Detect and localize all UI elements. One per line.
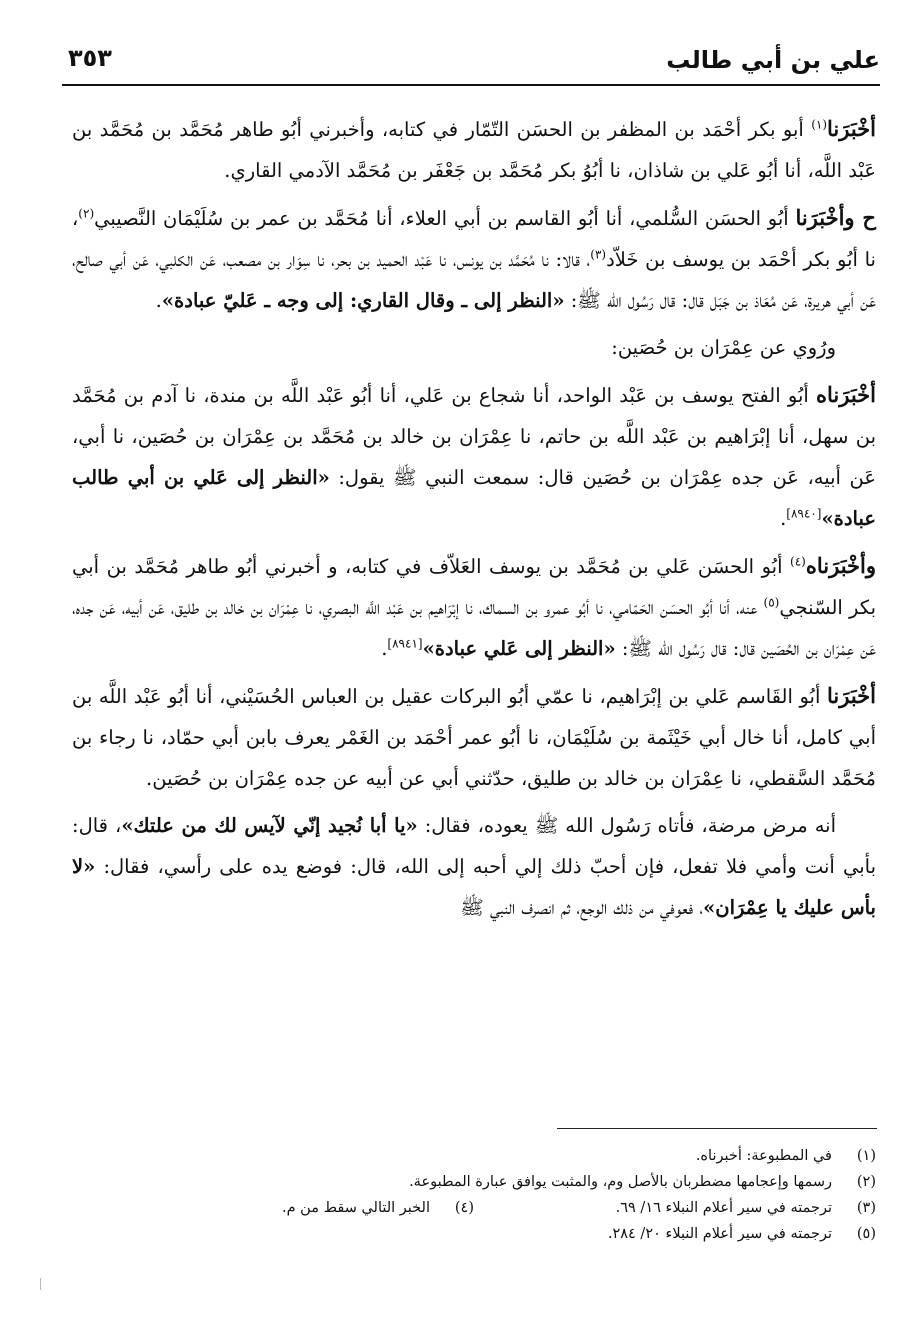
hadith-quote: «النظر إلى عَلي عبادة» xyxy=(422,637,616,660)
paragraph-text: ، نا أبُو بكر أحْمَد بن يوسف بن خَلاّد xyxy=(72,207,876,271)
paragraph-text: ، قال: بأبي أنت وأمي فلا تفعل، فإن أحبّ ذلك إلي أحبه إلى الله، قال: فوضع يده على رأسي، فقال: xyxy=(72,814,876,878)
paragraph-text: أبو بكر أحْمَد بن المظفر بن الحسَن التّمّار في كتابه، وأخبرني أبُو طاهر مُحَمَّد بن مُحَمَّد بن عَبْد اللَّه، أنا أبُو عَلي بن شاذان، نا أبُوُ بكر مُحَمَّد بن جَعْفَر بن مُحَمَّد الآدمي القاري. xyxy=(72,118,876,182)
footnote-number: (١) xyxy=(856,1148,876,1164)
hadith-quote: «النظر إلى ـ وقال القاري: إلى وجه ـ عَليّ عبادة» xyxy=(161,289,565,312)
page-number: ٣٥٣ xyxy=(68,44,112,72)
main-text xyxy=(72,108,876,934)
lead-word: أخْبَرَنا xyxy=(827,116,876,141)
paragraph-4 xyxy=(72,374,876,539)
footnote-text: ترجمته في سير أعلام النبلاء ١٦/ ٦٩. xyxy=(615,1200,832,1216)
footnote-number: (٣) xyxy=(856,1200,876,1216)
paragraph-text: أبُو الفتح يوسف بن عَبْد الواحد، أنا شجاع بن عَلي، أنا أبُو عَبْد اللَّه بن مندة، نا آدم بن مُحَمَّد بن سهل، أنا إبْرَاهيم بن عَبْد اللَّه بن حاتم، نا عِمْرَان بن خالد بن مُحَمَّد بن عِمْرَان بن حُصَين، نا أبي، عَن أبيه، عَن جده عِمْرَان بن حُصَين قال: سمعت النبي ﷺ يقول: xyxy=(72,384,876,489)
paragraph-text: ورُوي عن عِمْرَان بن حُصَين: xyxy=(611,336,836,359)
footnote-ref: (٥) xyxy=(763,595,780,610)
footnote-item xyxy=(72,1195,474,1221)
footnote-ref: (١) xyxy=(811,117,828,132)
paragraph-text: ، قالا: نا مُحَمَّد بن يونس، نا عَبْد الحميد بن بحر، نا سِوَار بن مصعب، عَن الكلبي، عَن أبي صالح، عَن أبي هريرة، عَن مُعَاذ بن جَبَل قال: قال رَسُول الله ﷺ: xyxy=(72,248,876,312)
footnote-text: الخبر التالي سقط من م. xyxy=(281,1200,430,1216)
paragraph-1 xyxy=(72,108,876,191)
paragraph-2 xyxy=(72,197,876,321)
paragraph-7 xyxy=(72,805,876,928)
footnote-ref: (٢) xyxy=(78,206,95,221)
footnote-separator xyxy=(557,1128,877,1129)
hadith-quote: «يا أبا نُجيد إنّي لآيس لك من علتك» xyxy=(121,814,418,837)
footnote-number: (٢) xyxy=(856,1174,876,1190)
footnote-item xyxy=(474,1195,876,1221)
lead-word: ح وأخْبَرَنا xyxy=(795,205,876,230)
footnote-text: في المطبوعة: أخبرناه. xyxy=(695,1148,832,1164)
paragraph-tail: . xyxy=(381,637,388,660)
paragraph-text: أنه مرض مرضة، فأتاه رَسُول الله ﷺ يعوده، فقال: xyxy=(417,814,837,837)
running-header xyxy=(62,40,880,86)
footnote-item xyxy=(72,1221,876,1247)
paragraph-tail: . xyxy=(155,289,162,312)
paragraph-text: أبُو القَاسم عَلي بن إبْرَاهيم، نا عمّي أبُو البركات عقيل بن العباس الحُسَيْني، أنا أبُو عَبْد اللَّه بن أبي كامل، أنا خال أبي خَيْثَمة بن سُلَيْمَان، نا أبُو عمر أحْمَد بن الغَمْر يعرف بابن أبي حمّاد، نا رجاء بن مُحَمَّد السَّقطي، نا عِمْرَان بن خالد بن طليق، حدّثني أبي عن أبيه عن جده عِمْرَان بن حُصَين. xyxy=(72,685,876,790)
paragraph-tail: . xyxy=(780,507,787,530)
footnote-number: (٤) xyxy=(454,1200,474,1216)
hadith-number: [٨٩٤١] xyxy=(387,636,423,651)
footnotes xyxy=(72,1143,876,1247)
footnote-text: رسمها وإعجامها مضطربان بالأصل وم، والمثبت يوافق عبارة المطبوعة. xyxy=(409,1174,832,1190)
footnote-row xyxy=(72,1195,876,1221)
hadith-quote: «النظر إلى عَلي بن أبي طالب عبادة» xyxy=(72,466,876,530)
footnote-ref: (٣) xyxy=(590,247,607,262)
footnote-ref: (٤) xyxy=(790,554,806,569)
paragraph-5 xyxy=(72,545,876,669)
footnote-text: ترجمته في سير أعلام النبلاء ٢٠/ ٢٨٤. xyxy=(607,1226,832,1242)
paragraph-text: أبُو الحسَن السُّلمي، أنا أبُو القاسم بن أبي العلاء، أنا مُحَمَّد بن عمر بن سُلَيْمَان النَّصيبي xyxy=(94,207,796,230)
paragraph-text: أبُو الحسَن عَلي بن مُحَمَّد بن يوسف العَلاّف في كتابه، و أخبرني أبُو طاهر مُحَمَّد بن أبي بكر السّنجي xyxy=(72,555,876,619)
footnote-item xyxy=(72,1169,876,1195)
paragraph-3 xyxy=(72,327,876,368)
paragraph-6 xyxy=(72,675,876,799)
paragraph-text: عنه، أنا أبُو الحسَن الحَمّامي، نا أبُو عمرو بن السماك، نا إبْرَاهيم بن عَبْد اللَّه البصري، نا عِمْرَان بن خالد بن طليق، عَن أبيه، عَن جده، عَن عِمْرَان بن الحُصَين قال: قال رَسُول الله ﷺ: xyxy=(72,596,876,660)
scan-mark xyxy=(40,1278,41,1290)
hadith-quote: «لا بأس عليك يا عِمْرَان» xyxy=(72,855,876,919)
hadith-number: [٨٩٤٠] xyxy=(786,506,822,521)
footnote-number: (٥) xyxy=(856,1226,876,1242)
footnote-item xyxy=(72,1143,876,1169)
lead-word: أخْبَرَنا xyxy=(827,683,876,708)
lead-word: أخْبَرَناه xyxy=(816,382,876,407)
header-title: علي بن أبي طالب xyxy=(666,46,880,74)
paragraph-text: ، فعوفي من ذلك الوجع، ثم انصرف النبي ﷺ xyxy=(460,896,704,919)
lead-word: وأخْبَرَناه xyxy=(805,553,876,578)
